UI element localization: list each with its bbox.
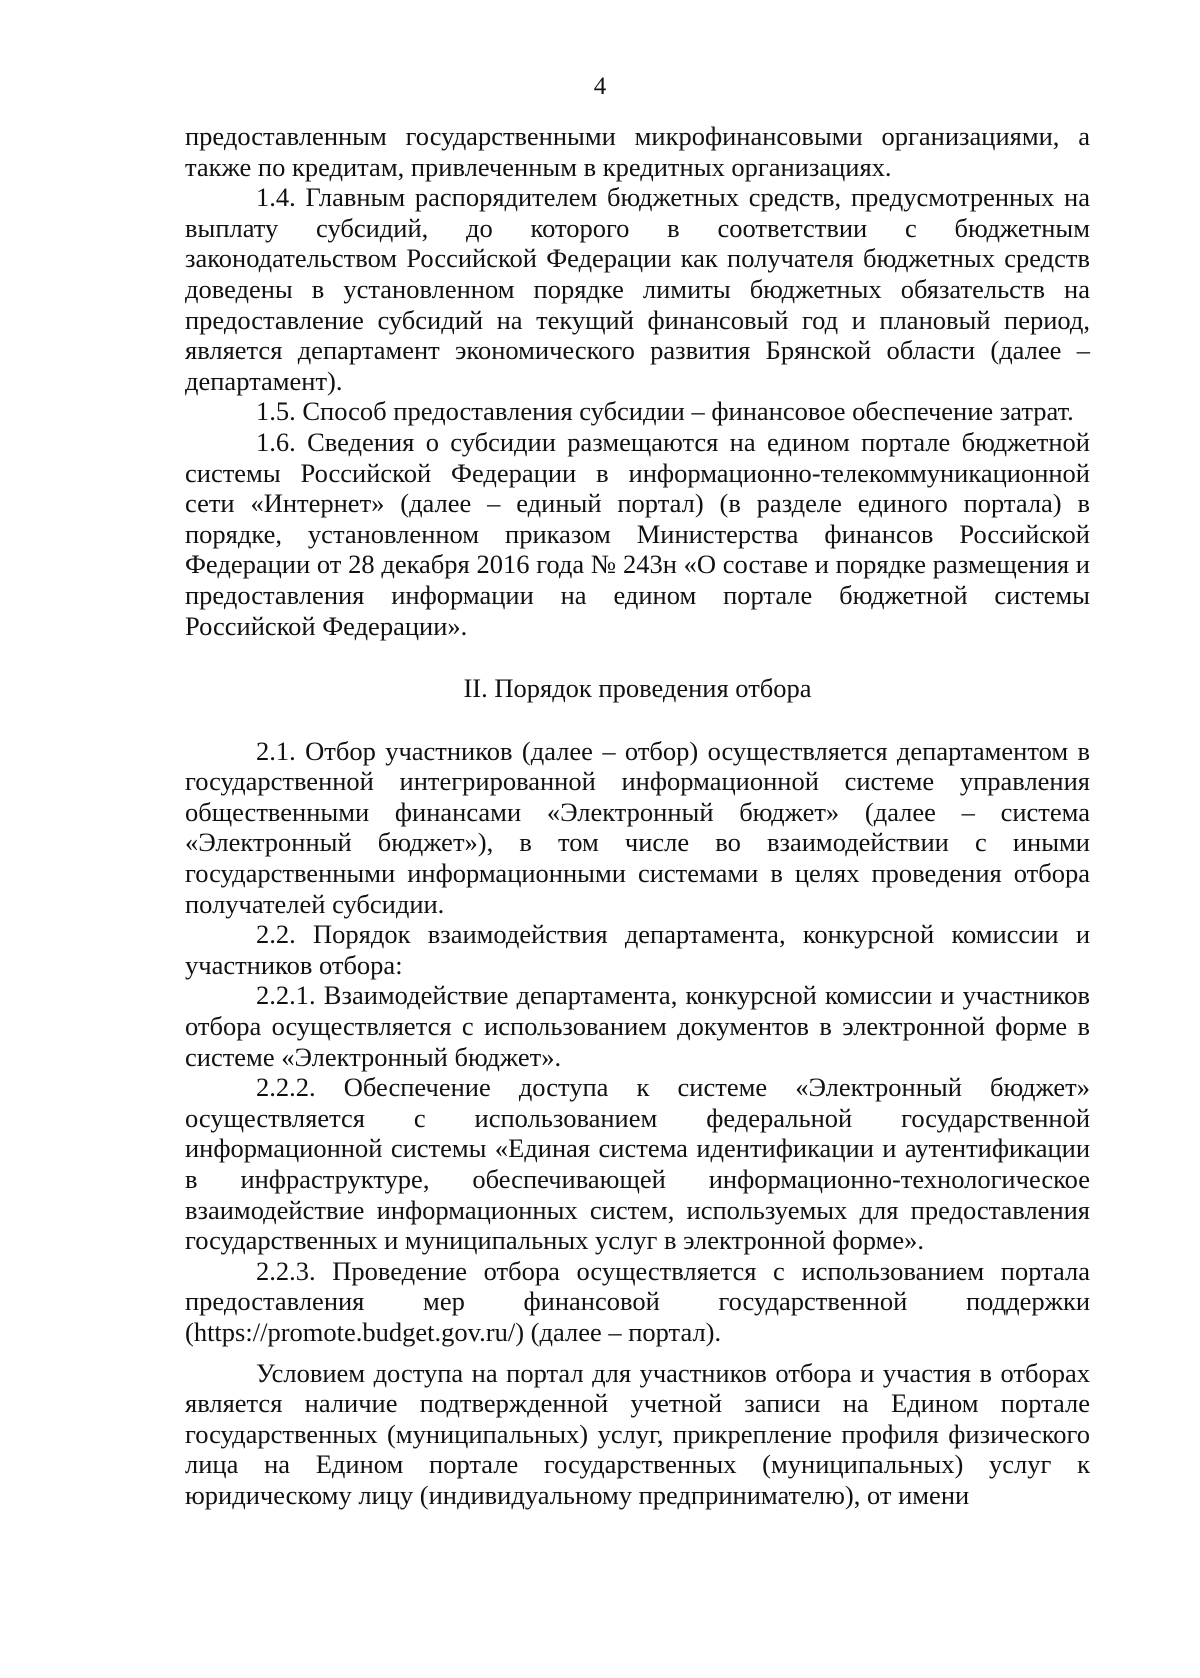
paragraph-access-condition: Условием доступа на портал для участников отбора и участия в отборах является наличие подтвержденной учетной записи на Едином портале государственных (муниципальных) услуг, прикрепление профиля физического лица на Едином портале государственных (муниципальных) услуг к юридическому лицу (индивидуальному предпринимателю), от имени xyxy=(185,1357,1090,1510)
paragraph-continuation: предоставленным государственными микрофинансовыми организациями, а также по кредитам, привлеченным в кредитных организациях. xyxy=(185,121,1090,182)
document-body xyxy=(185,121,1090,1511)
paragraph-1-5: 1.5. Способ предоставления субсидии – финансовое обеспечение затрат. xyxy=(256,396,1074,427)
paragraph-2-2-2: 2.2.2. Обеспечение доступа к системе «Электронный бюджет» осуществляется с использованием федеральной государственной информационной системы «Единая система идентификации и аутентификации в инфраструктуре, обеспечивающей информационно-технологическое взаимодействие информационных систем, используемых для предоставления государственных и муниципальных услуг в электронной форме». xyxy=(185,1072,1090,1256)
paragraph-2-2-3: 2.2.3. Проведение отбора осуществляется с использованием портала предоставления мер финансовой государственной поддержки (https://promote.budget.gov.ru/) (далее – портал). xyxy=(185,1255,1090,1347)
paragraph-2-2: 2.2. Порядок взаимодействия департамента, конкурсной комиссии и участников отбора: xyxy=(185,919,1090,980)
paragraph-2-2-1: 2.2.1. Взаимодействие департамента, конкурсной комиссии и участников отбора осуществляется с использованием документов в электронной форме в системе «Электронный бюджет». xyxy=(185,980,1090,1072)
paragraph-1-4: 1.4. Главным распорядителем бюджетных средств, предусмотренных на выплату субсидий, до которого в соответствии с бюджетным законодательством Российской Федерации как получателя бюджетных средств доведены в установленном порядке лимиты бюджетных обязательств на предоставление субсидий на текущий финансовый год и плановый период, является департамент экономического развития Брянской области (далее – департамент). xyxy=(185,182,1090,396)
page-number: 4 xyxy=(593,73,607,100)
section-heading: II. Порядок проведения отбора xyxy=(463,673,812,704)
paragraph-2-1: 2.1. Отбор участников (далее – отбор) осуществляется департаментом в государственной интегрированной информационной системе управления общественными финансами «Электронный бюджет» (далее – система «Электронный бюджет»), в том числе во взаимодействии с иными государственными информационными системами в целях проведения отбора получателей субсидии. xyxy=(185,735,1090,919)
paragraph-1-6: 1.6. Сведения о субсидии размещаются на едином портале бюджетной системы Российской Федерации в информационно-телекоммуникационной сети «Интернет» (далее – единый портал) (в разделе единого портала) в порядке, установленном приказом Министерства финансов Российской Федерации от 28 декабря 2016 года № 243н «О составе и порядке размещения и предоставления информации на едином портале бюджетной системы Российской Федерации». xyxy=(185,426,1090,641)
